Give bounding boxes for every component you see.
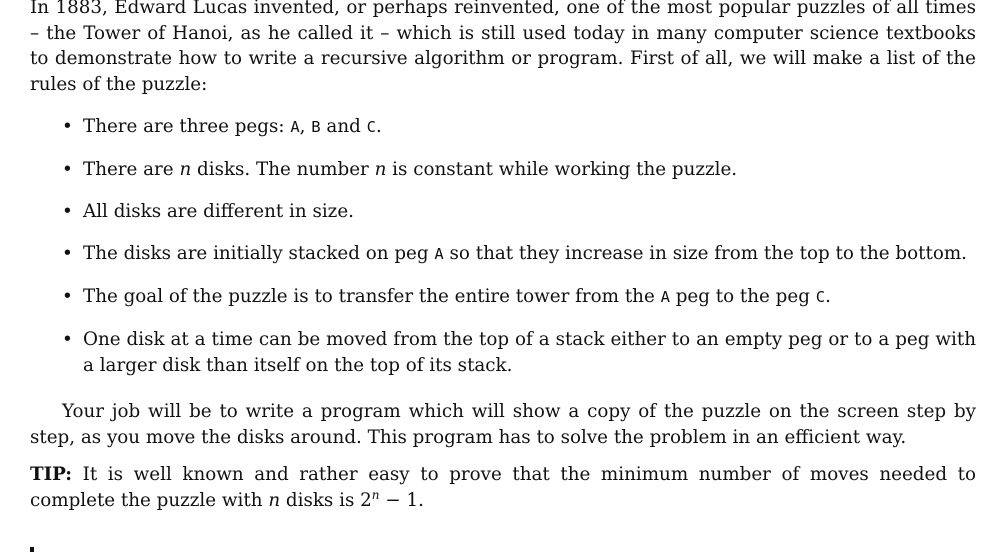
rule-initial-stack: • The disks are initially stacked on peg A so that they increase in size from the top to the bottom. [30,241,976,268]
peg-label: A [434,245,444,263]
bullet-icon: • [62,329,73,350]
peg-label: C [815,288,826,306]
bullet-icon: • [62,159,73,180]
peg-label: C [366,118,376,136]
bullet-icon: • [62,116,73,137]
math-variable: n [374,159,387,180]
problem-statement [30,0,976,513]
job-paragraph: Your job will be to write a program which will show a copy of the puzzle on the screen step by step, as you move the disks around. This program has to solve the problem in an efficient way. [30,401,976,448]
exponent: n [371,487,380,502]
rules-list [30,114,976,378]
math-variable: n [179,159,192,180]
rule-n-disks: • There are n disks. The number n is constant while working the puzzle. [30,157,976,183]
rule-three-pegs: • There are three pegs: A, B and C. [30,114,976,141]
intro-paragraph: In 1883, Edward Lucas invented, or perhaps reinvented, one of the most popular puzzles of all times – the Tower of Hanoi, as he called it – which is still used today in many computer science textbooks to demonstrate how to write a recursive algorithm or program. First of all, we will make a list of the rules of the puzzle: [30,0,976,95]
rule-goal: • The goal of the puzzle is to transfer the entire tower from the A peg to the peg C. [30,284,976,311]
rule-move: • One disk at a time can be moved from the top of a stack either to an empty peg or to a peg with a larger disk than itself on the top of its stack. [62,329,976,376]
tip-paragraph: TIP: It is well known and rather easy to prove that the minimum number of moves needed to complete the puzzle with n disks is $2^n - 1$. [30,464,976,511]
rule-disk-sizes: • All disks are different in size. [30,199,976,225]
bullet-icon: • [62,201,73,222]
peg-label: B [311,118,321,136]
math-variable: n [268,489,281,511]
peg-label: A [660,288,670,306]
bullet-icon: • [62,243,73,264]
peg-label: A [290,118,300,136]
bullet-icon: • [62,286,73,307]
tip-label: TIP: [30,464,72,485]
cut-off-text-fragment [30,547,34,552]
